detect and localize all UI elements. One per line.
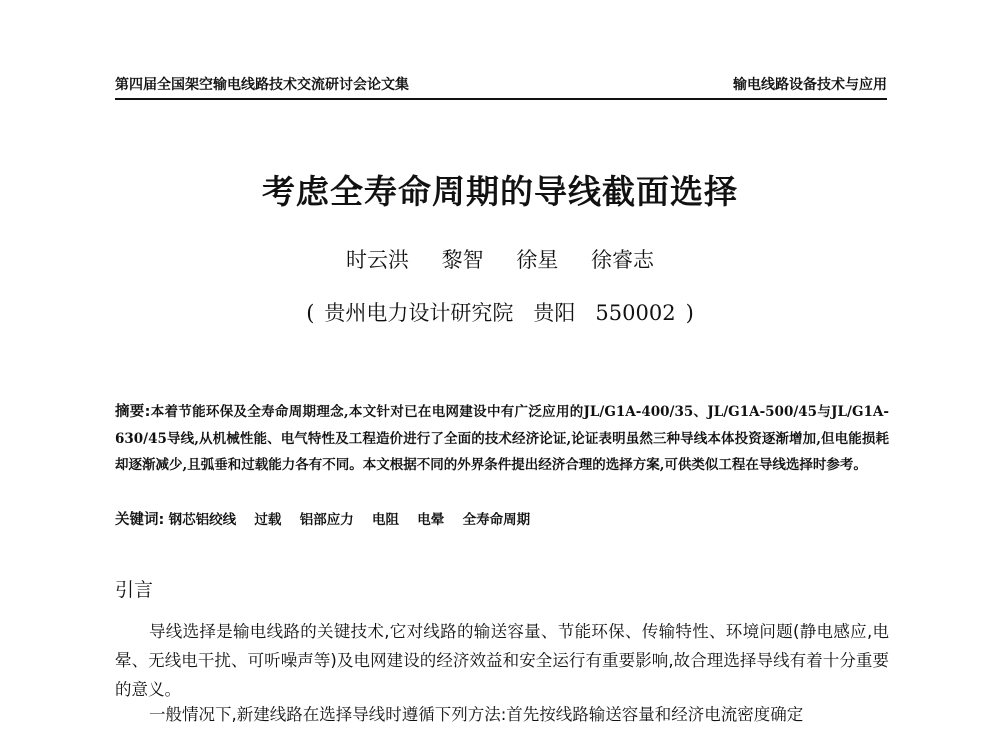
author-name: 徐星 [516, 248, 559, 272]
keyword: 电晕 [417, 512, 445, 528]
keywords-label: 关键词: [115, 512, 165, 528]
abstract-label: 摘要: [115, 404, 151, 420]
author-list [0, 244, 1000, 276]
author-name: 时云洪 [345, 248, 409, 272]
keyword: 电阻 [372, 512, 399, 528]
header-proceedings-title: 第四届全国架空输电线路技术交流研讨会论文集 [115, 77, 409, 93]
intro-paragraph-1: 导线选择是输电线路的关键技术,它对线路的输送容量、节能环保、传输特性、环境问题(静电感应,电晕、无线电干扰、可听噪声等)及电网建设的经济效益和安全运行有重要影响,故合理选择导线有着十分重要的意义。 [115, 622, 889, 699]
affiliation-city: 贵阳 [533, 301, 576, 325]
keyword: 钢芯铝绞线 [168, 512, 237, 528]
affiliation-institute: 贵州电力设计研究院 [324, 301, 514, 325]
header-section-title: 输电线路设备技术与应用 [733, 77, 887, 93]
abstract-text: 本着节能环保及全寿命周期理念,本文针对已在电网建设中有广泛应用的JL/G1A-400/35、JL/G1A-500/45与JL/G1A-630/45导线,从机械性能、电气特性及工程造价进行了全面的技术经济论证,论证表明虽然三种导线本体投资逐渐增加,但电能损耗却逐渐减少,且弧垂和过载能力各有不同。本文根据不同的外界条件提出经济合理的选择方案,可供类似工程在导线选择时参考。 [115, 404, 889, 473]
keyword: 全寿命周期 [462, 512, 531, 528]
running-header [115, 74, 887, 100]
abstract [115, 399, 889, 479]
intro-paragraph-2: 一般情况下,新建线路在选择导线时遵循下列方法:首先按线路输送容量和经济电流密度确定 [149, 705, 804, 724]
affiliation [0, 297, 1000, 329]
keyword: 铝部应力 [299, 512, 354, 528]
affiliation-open-paren: ( [306, 301, 315, 325]
affiliation-postcode: 550002 [595, 301, 676, 325]
keywords [115, 507, 889, 533]
paper-title: 考虑全寿命周期的导线截面选择 [262, 172, 738, 211]
keyword: 过载 [254, 512, 282, 528]
author-name: 黎智 [441, 248, 484, 272]
section-heading-introduction: 引言 [115, 579, 154, 601]
author-name: 徐睿志 [591, 248, 655, 272]
affiliation-close-paren: ) [685, 301, 694, 325]
